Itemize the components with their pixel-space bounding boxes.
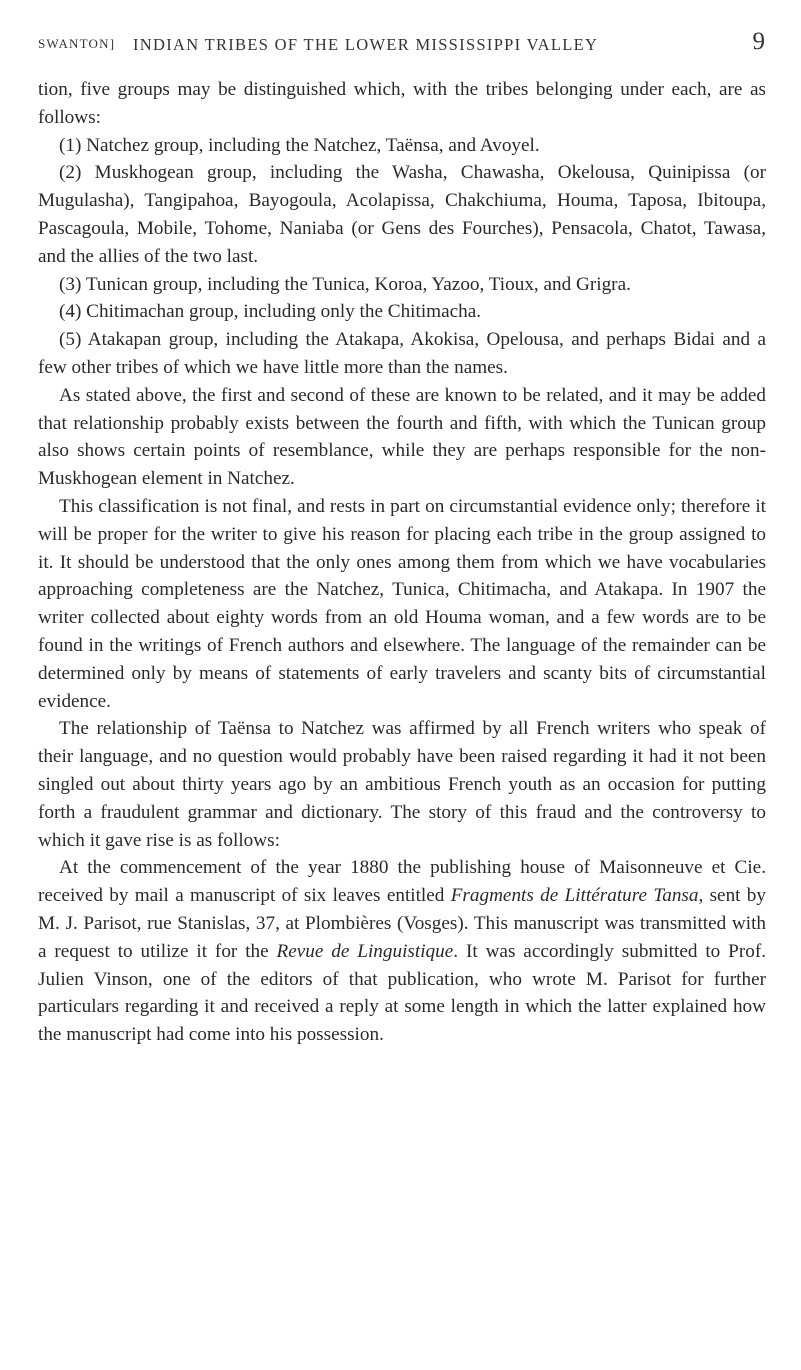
manuscript-text-2: , sent by M. J. Parisot, rue Stanislas, 37, at Plombières (Vosges). This manuscript was transmitted with a request to utilize it for the: [38, 885, 766, 962]
paragraph-manuscript: [38, 854, 766, 1049]
manuscript-title: Fragments de Littérature Tansa: [450, 885, 699, 907]
paragraph-group-muskhogean: (2) Muskhogean group, including the Washa, Chawasha, Okelousa, Quinipissa (or Mugulasha), Tangipahoa, Bayogoula, Acolapissa, Chakchiuma, Houma, Taposa, Ibitoupa, Pascagoula, Mobile, Tohome, Naniaba (or Gens des Fourches), Pensacola, Chatot, Tawasa, and the allies of the two last.: [38, 162, 766, 267]
journal-title: Revue de Linguistique: [276, 940, 454, 962]
paragraph-group-atakapan: (5) Atakapan group, including the Atakapa, Akokisa, Opelousa, and perhaps Bidai and a few other tribes of which we have little more than the names.: [38, 329, 766, 378]
paragraph-group-chitimachan: (4) Chitimachan group, including only the Chitimacha.: [59, 301, 482, 323]
body-text: [38, 76, 766, 1049]
manuscript-text-3: . It was accordingly submitted to Prof. Julien Vinson, one of the editors of that publication, who wrote M. Parisot for further particulars regarding it and received a reply at some length in which the latter explained how the manuscript had come into his possession.: [38, 940, 767, 1046]
running-head-author: SWANTON]: [38, 36, 116, 51]
manuscript-text-1: At the commencement of the year 1880 the publishing house of Maisonneuve et Cie. received by mail a manuscript of six leaves entitled: [38, 857, 766, 907]
paragraph-continuation: tion, five groups may be distinguished which, with the tribes belonging under each, are as follows:: [38, 79, 766, 128]
paragraph-taensa: The relationship of Taënsa to Natchez was affirmed by all French writers who speak of their language, and no question would probably have been raised regarding it had it not been singled out about thirty years ago by an ambitious French youth as an occasion for putting forth a fraudulent grammar and dictionary. The story of this fraud and the controversy to which it gave rise is as follows:: [38, 718, 766, 851]
running-head: [38, 28, 766, 64]
page-number: 9: [752, 28, 766, 55]
paragraph-group-natchez: (1) Natchez group, including the Natchez, Taënsa, and Avoyel.: [59, 134, 540, 156]
paragraph-classification: This classification is not final, and rests in part on circumstantial evidence only; therefore it will be proper for the writer to give his reason for placing each tribe in the group assigned to it. It should be understood that the only ones among them from which we have vocabularies approaching completeness are the Natchez, Tunica, Chitimacha, and Atakapa. In 1907 the writer collected about eighty words from an old Houma woman, and a few words are to be found in the writings of French authors and elsewhere. The language of the remainder can be determined only by means of statements of early travelers and scanty bits of circumstantial evidence.: [38, 495, 766, 712]
paragraph-group-tunican: (3) Tunican group, including the Tunica, Koroa, Yazoo, Tioux, and Grigra.: [59, 273, 631, 295]
book-page: [38, 28, 766, 1049]
paragraph-relationship: As stated above, the first and second of these are known to be related, and it may be added that relationship probably exists between the fourth and fifth, with which the Tunican group also shows certain points of resemblance, while they are perhaps responsible for the non-Muskhogean element in Natchez.: [38, 384, 766, 490]
running-head-title: INDIAN TRIBES OF THE LOWER MISSISSIPPI VALLEY: [133, 35, 599, 54]
